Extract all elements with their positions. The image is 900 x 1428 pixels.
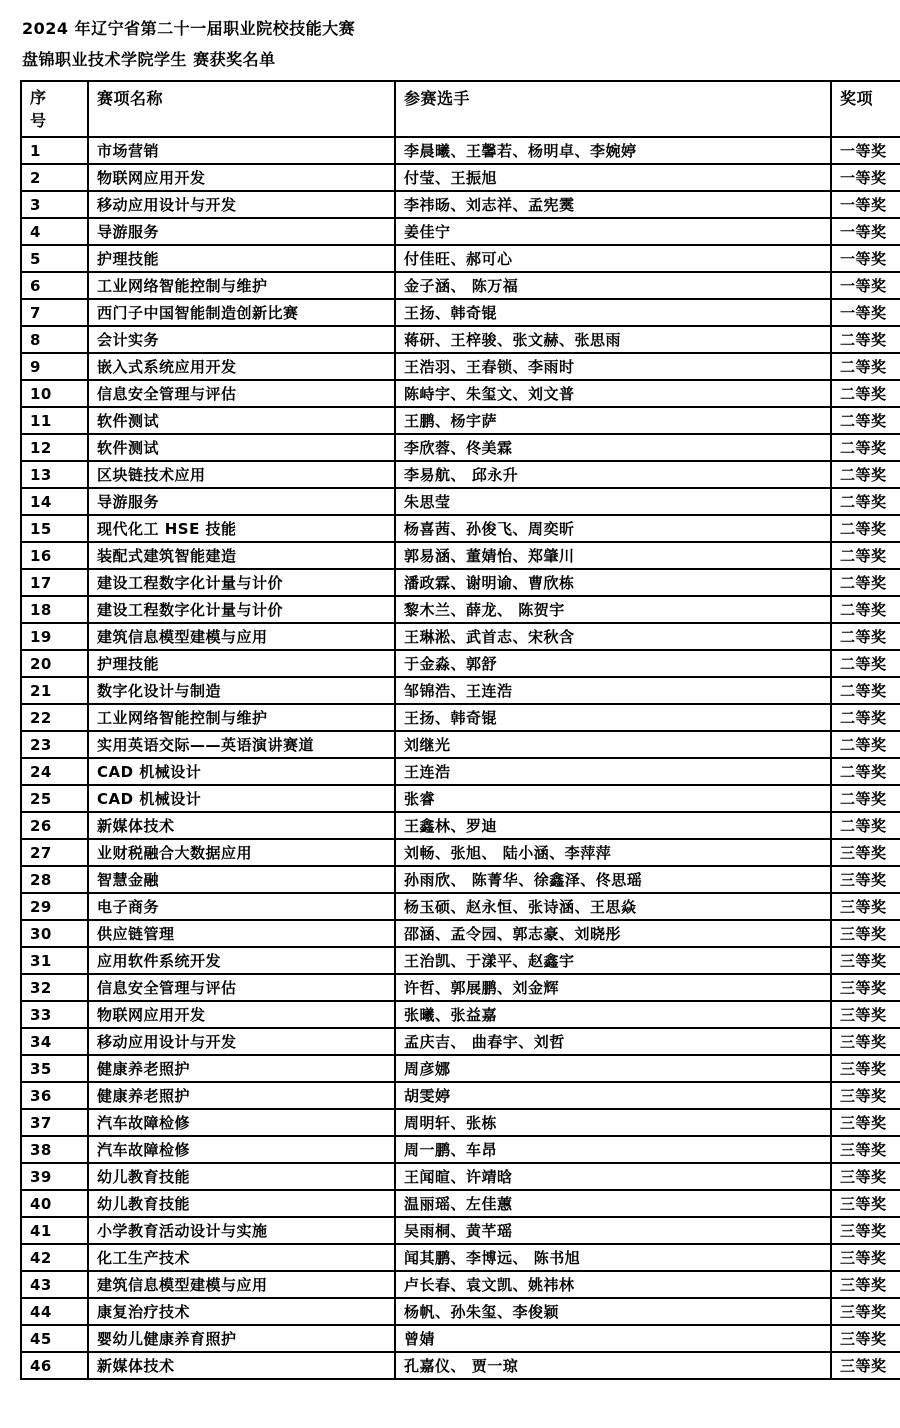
cell-players: 李易航、 邱永升 [395, 461, 831, 488]
cell-no: 21 [21, 677, 88, 704]
table-row [21, 1217, 900, 1244]
cell-no: 19 [21, 623, 88, 650]
cell-no: 11 [21, 407, 88, 434]
cell-award: 一等奖 [831, 218, 900, 245]
header-event: 赛项名称 [88, 81, 395, 137]
cell-event: 建筑信息模型建模与应用 [88, 1271, 395, 1298]
cell-award: 三等奖 [831, 1325, 900, 1352]
cell-no: 20 [21, 650, 88, 677]
cell-no: 36 [21, 1082, 88, 1109]
cell-no: 31 [21, 947, 88, 974]
cell-award: 二等奖 [831, 758, 900, 785]
cell-award: 一等奖 [831, 164, 900, 191]
cell-event: 工业网络智能控制与维护 [88, 272, 395, 299]
cell-event: 应用软件系统开发 [88, 947, 395, 974]
table-row [21, 488, 900, 515]
cell-players: 李欣蓉、佟美霖 [395, 434, 831, 461]
cell-event: 新媒体技术 [88, 812, 395, 839]
cell-no: 9 [21, 353, 88, 380]
table-row [21, 623, 900, 650]
cell-players: 陈峙宇、朱玺文、刘文普 [395, 380, 831, 407]
cell-players: 王浩羽、王春锁、李雨时 [395, 353, 831, 380]
cell-event: 现代化工 HSE 技能 [88, 515, 395, 542]
cell-no: 17 [21, 569, 88, 596]
table-row [21, 947, 900, 974]
cell-award: 三等奖 [831, 1001, 900, 1028]
cell-no: 37 [21, 1109, 88, 1136]
cell-award: 三等奖 [831, 1082, 900, 1109]
cell-no: 4 [21, 218, 88, 245]
cell-event: 会计实务 [88, 326, 395, 353]
cell-no: 22 [21, 704, 88, 731]
cell-players: 刘继光 [395, 731, 831, 758]
cell-players: 王治凯、于漾平、赵鑫宇 [395, 947, 831, 974]
table-row [21, 893, 900, 920]
cell-event: 导游服务 [88, 488, 395, 515]
cell-no: 13 [21, 461, 88, 488]
table-row [21, 1190, 900, 1217]
cell-event: 实用英语交际——英语演讲赛道 [88, 731, 395, 758]
cell-no: 30 [21, 920, 88, 947]
cell-no: 8 [21, 326, 88, 353]
cell-players: 王鹏、杨宇萨 [395, 407, 831, 434]
cell-players: 李晨曦、王馨若、杨明卓、李婉婷 [395, 137, 831, 164]
cell-players: 周明轩、张栋 [395, 1109, 831, 1136]
table-row [21, 1298, 900, 1325]
table-row [21, 704, 900, 731]
cell-players: 付莹、王振旭 [395, 164, 831, 191]
cell-award: 三等奖 [831, 1136, 900, 1163]
table-row [21, 1163, 900, 1190]
cell-award: 三等奖 [831, 974, 900, 1001]
cell-players: 王琳淞、武首志、宋秋含 [395, 623, 831, 650]
cell-event: 幼儿教育技能 [88, 1190, 395, 1217]
header-award: 奖项 [831, 81, 900, 137]
cell-players: 邹锦浩、王连浩 [395, 677, 831, 704]
header-players: 参赛选手 [395, 81, 831, 137]
cell-no: 33 [21, 1001, 88, 1028]
cell-players: 金子涵、 陈万福 [395, 272, 831, 299]
cell-award: 一等奖 [831, 137, 900, 164]
cell-event: 软件测试 [88, 434, 395, 461]
cell-no: 39 [21, 1163, 88, 1190]
table-row [21, 596, 900, 623]
cell-no: 41 [21, 1217, 88, 1244]
table-row [21, 920, 900, 947]
cell-event: 导游服务 [88, 218, 395, 245]
cell-no: 42 [21, 1244, 88, 1271]
cell-event: 工业网络智能控制与维护 [88, 704, 395, 731]
cell-event: 建设工程数字化计量与计价 [88, 596, 395, 623]
cell-players: 周一鹏、车昂 [395, 1136, 831, 1163]
cell-event: 健康养老照护 [88, 1082, 395, 1109]
cell-award: 二等奖 [831, 326, 900, 353]
table-row [21, 326, 900, 353]
cell-event: 物联网应用开发 [88, 1001, 395, 1028]
cell-award: 二等奖 [831, 596, 900, 623]
cell-award: 二等奖 [831, 623, 900, 650]
table-row [21, 1136, 900, 1163]
table-row [21, 461, 900, 488]
cell-event: 康复治疗技术 [88, 1298, 395, 1325]
table-row [21, 1325, 900, 1352]
document-subtitle: 盘锦职业技术学院学生 赛获奖名单 [22, 50, 276, 69]
cell-event: 移动应用设计与开发 [88, 191, 395, 218]
cell-no: 26 [21, 812, 88, 839]
cell-no: 6 [21, 272, 88, 299]
cell-award: 二等奖 [831, 542, 900, 569]
table-header-row [21, 81, 900, 137]
cell-players: 蒋研、王梓骏、张文赫、张思雨 [395, 326, 831, 353]
cell-players: 郭易涵、董婧怡、郑肇川 [395, 542, 831, 569]
table-row [21, 191, 900, 218]
cell-no: 34 [21, 1028, 88, 1055]
table-row [21, 299, 900, 326]
table-body [21, 137, 900, 1379]
cell-event: 业财税融合大数据应用 [88, 839, 395, 866]
cell-no: 3 [21, 191, 88, 218]
table-row [21, 1028, 900, 1055]
cell-no: 24 [21, 758, 88, 785]
cell-players: 许哲、郭展鹏、刘金辉 [395, 974, 831, 1001]
header-no-label: 序号 [30, 88, 47, 131]
cell-award: 三等奖 [831, 1244, 900, 1271]
cell-no: 14 [21, 488, 88, 515]
table-row [21, 839, 900, 866]
table-row [21, 272, 900, 299]
cell-players: 王连浩 [395, 758, 831, 785]
table-row [21, 245, 900, 272]
cell-no: 10 [21, 380, 88, 407]
document-title: 2024 年辽宁省第二十一届职业院校技能大赛 [22, 19, 356, 38]
cell-award: 三等奖 [831, 866, 900, 893]
cell-no: 44 [21, 1298, 88, 1325]
cell-players: 王扬、韩奇锟 [395, 299, 831, 326]
cell-award: 二等奖 [831, 650, 900, 677]
cell-players: 黎木兰、薛龙、 陈贺宇 [395, 596, 831, 623]
header-no [21, 81, 88, 137]
cell-no: 12 [21, 434, 88, 461]
cell-no: 2 [21, 164, 88, 191]
table-row [21, 1055, 900, 1082]
table-row [21, 515, 900, 542]
cell-players: 姜佳宁 [395, 218, 831, 245]
cell-players: 杨喜茜、孙俊飞、周奕昕 [395, 515, 831, 542]
cell-event: 区块链技术应用 [88, 461, 395, 488]
cell-no: 38 [21, 1136, 88, 1163]
cell-award: 一等奖 [831, 272, 900, 299]
cell-no: 29 [21, 893, 88, 920]
cell-players: 孙雨欣、 陈菁华、徐鑫泽、佟思瑶 [395, 866, 831, 893]
cell-players: 张曦、张益嘉 [395, 1001, 831, 1028]
table-row [21, 407, 900, 434]
table-row [21, 353, 900, 380]
table-row [21, 785, 900, 812]
cell-award: 二等奖 [831, 785, 900, 812]
cell-award: 二等奖 [831, 380, 900, 407]
cell-players: 朱思莹 [395, 488, 831, 515]
table-row [21, 542, 900, 569]
cell-event: 西门子中国智能制造创新比赛 [88, 299, 395, 326]
cell-players: 邵涵、孟令园、郭志豪、刘晓彤 [395, 920, 831, 947]
cell-award: 三等奖 [831, 893, 900, 920]
cell-players: 闻其鹏、李博远、 陈书旭 [395, 1244, 831, 1271]
cell-award: 三等奖 [831, 1298, 900, 1325]
cell-players: 付佳旺、郝可心 [395, 245, 831, 272]
cell-event: 装配式建筑智能建造 [88, 542, 395, 569]
cell-award: 二等奖 [831, 704, 900, 731]
table-row [21, 1244, 900, 1271]
cell-no: 7 [21, 299, 88, 326]
cell-award: 一等奖 [831, 191, 900, 218]
cell-award: 二等奖 [831, 461, 900, 488]
cell-award: 三等奖 [831, 1163, 900, 1190]
table-row [21, 434, 900, 461]
cell-award: 二等奖 [831, 812, 900, 839]
cell-award: 三等奖 [831, 947, 900, 974]
cell-no: 15 [21, 515, 88, 542]
cell-event: 物联网应用开发 [88, 164, 395, 191]
table-row [21, 731, 900, 758]
cell-event: 汽车故障检修 [88, 1109, 395, 1136]
award-table [20, 80, 900, 1380]
table-row [21, 650, 900, 677]
cell-event: 市场营销 [88, 137, 395, 164]
table-row [21, 1109, 900, 1136]
cell-players: 杨帆、孙朱玺、李俊颖 [395, 1298, 831, 1325]
table-row [21, 569, 900, 596]
table-row [21, 812, 900, 839]
cell-players: 刘畅、张旭、 陆小涵、李萍萍 [395, 839, 831, 866]
cell-event: 嵌入式系统应用开发 [88, 353, 395, 380]
cell-event: CAD 机械设计 [88, 758, 395, 785]
cell-players: 于金淼、郭舒 [395, 650, 831, 677]
cell-award: 二等奖 [831, 353, 900, 380]
cell-event: 护理技能 [88, 245, 395, 272]
cell-award: 一等奖 [831, 299, 900, 326]
cell-no: 25 [21, 785, 88, 812]
cell-award: 三等奖 [831, 1055, 900, 1082]
cell-players: 曾婧 [395, 1325, 831, 1352]
cell-no: 35 [21, 1055, 88, 1082]
cell-no: 1 [21, 137, 88, 164]
cell-event: 婴幼儿健康养育照护 [88, 1325, 395, 1352]
cell-event: 新媒体技术 [88, 1352, 395, 1379]
cell-event: 小学教育活动设计与实施 [88, 1217, 395, 1244]
cell-event: 汽车故障检修 [88, 1136, 395, 1163]
cell-players: 周彦娜 [395, 1055, 831, 1082]
cell-players: 吴雨桐、黄芊瑶 [395, 1217, 831, 1244]
cell-players: 杨玉硕、赵永恒、张诗涵、王思焱 [395, 893, 831, 920]
table-row [21, 677, 900, 704]
cell-players: 王扬、韩奇锟 [395, 704, 831, 731]
cell-no: 40 [21, 1190, 88, 1217]
cell-award: 二等奖 [831, 677, 900, 704]
table-row [21, 218, 900, 245]
cell-award: 二等奖 [831, 569, 900, 596]
cell-event: 电子商务 [88, 893, 395, 920]
cell-event: 建筑信息模型建模与应用 [88, 623, 395, 650]
cell-award: 三等奖 [831, 1352, 900, 1379]
cell-award: 三等奖 [831, 1271, 900, 1298]
cell-award: 三等奖 [831, 839, 900, 866]
table-row [21, 1082, 900, 1109]
table-row [21, 380, 900, 407]
cell-event: 健康养老照护 [88, 1055, 395, 1082]
cell-event: 护理技能 [88, 650, 395, 677]
cell-award: 二等奖 [831, 407, 900, 434]
cell-event: 供应链管理 [88, 920, 395, 947]
cell-no: 5 [21, 245, 88, 272]
cell-players: 温丽瑶、左佳蕙 [395, 1190, 831, 1217]
cell-players: 张睿 [395, 785, 831, 812]
cell-no: 23 [21, 731, 88, 758]
cell-award: 一等奖 [831, 245, 900, 272]
cell-no: 32 [21, 974, 88, 1001]
cell-players: 孟庆吉、 曲春宇、刘哲 [395, 1028, 831, 1055]
table-row [21, 866, 900, 893]
cell-players: 胡雯婷 [395, 1082, 831, 1109]
cell-event: 移动应用设计与开发 [88, 1028, 395, 1055]
cell-no: 27 [21, 839, 88, 866]
cell-no: 46 [21, 1352, 88, 1379]
table-row [21, 1271, 900, 1298]
cell-players: 王鑫林、罗迪 [395, 812, 831, 839]
cell-award: 二等奖 [831, 731, 900, 758]
cell-no: 16 [21, 542, 88, 569]
table-row [21, 137, 900, 164]
cell-award: 三等奖 [831, 1028, 900, 1055]
cell-award: 三等奖 [831, 920, 900, 947]
cell-no: 28 [21, 866, 88, 893]
cell-players: 潘政霖、谢明谕、曹欣栋 [395, 569, 831, 596]
table-row [21, 1352, 900, 1379]
cell-event: 信息安全管理与评估 [88, 380, 395, 407]
cell-event: 建设工程数字化计量与计价 [88, 569, 395, 596]
cell-event: 信息安全管理与评估 [88, 974, 395, 1001]
cell-award: 三等奖 [831, 1217, 900, 1244]
cell-players: 孔嘉仪、 贾一琼 [395, 1352, 831, 1379]
cell-event: 智慧金融 [88, 866, 395, 893]
cell-players: 李祎旸、刘志祥、孟宪霙 [395, 191, 831, 218]
cell-award: 二等奖 [831, 434, 900, 461]
cell-event: 数字化设计与制造 [88, 677, 395, 704]
cell-event: 幼儿教育技能 [88, 1163, 395, 1190]
cell-no: 45 [21, 1325, 88, 1352]
cell-no: 43 [21, 1271, 88, 1298]
cell-award: 三等奖 [831, 1190, 900, 1217]
table-row [21, 1001, 900, 1028]
cell-players: 卢长春、袁文凯、姚祎林 [395, 1271, 831, 1298]
cell-event: CAD 机械设计 [88, 785, 395, 812]
cell-event: 软件测试 [88, 407, 395, 434]
cell-no: 18 [21, 596, 88, 623]
cell-event: 化工生产技术 [88, 1244, 395, 1271]
table-row [21, 974, 900, 1001]
cell-award: 二等奖 [831, 488, 900, 515]
cell-award: 三等奖 [831, 1109, 900, 1136]
table-row [21, 164, 900, 191]
table-row [21, 758, 900, 785]
cell-players: 王闻暄、许靖晗 [395, 1163, 831, 1190]
cell-award: 二等奖 [831, 515, 900, 542]
